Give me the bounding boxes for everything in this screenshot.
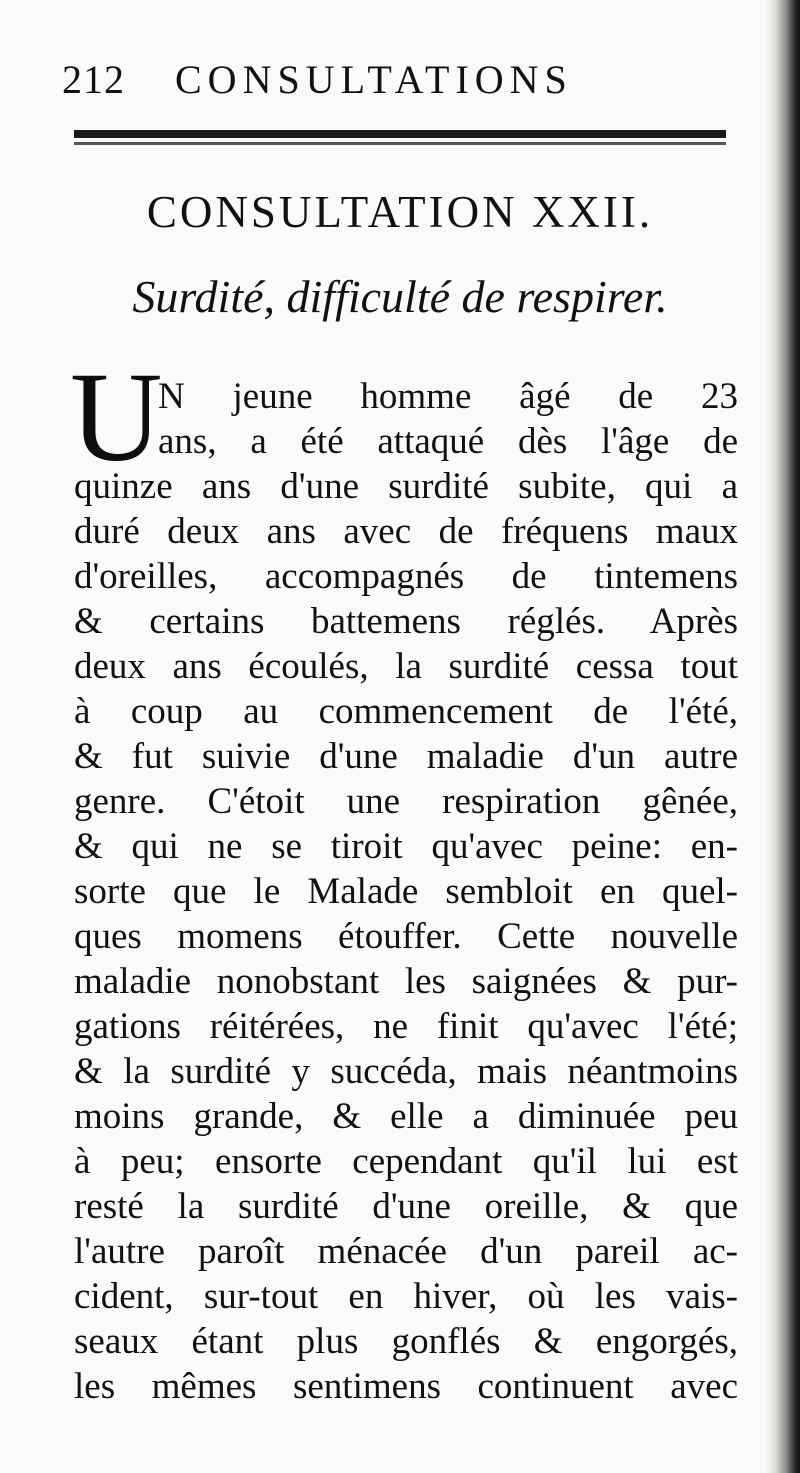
- text-line: resté la surdité d'une oreille, & que: [74, 1186, 738, 1227]
- text-line: maladie nonobstant les saignées & pur-: [74, 961, 738, 1002]
- text-line: & la surdité y succéda, mais néantmoins: [74, 1051, 738, 1092]
- text-line: sorte que le Malade sembloit en quel-: [74, 871, 738, 912]
- text-line: à peu; ensorte cependant qu'il lui est: [74, 1141, 738, 1182]
- page-number: 212: [62, 57, 125, 102]
- text-line: l'autre paroît ménacée d'un pareil ac-: [74, 1231, 738, 1272]
- text-line: seaux étant plus gonflés & engorgés,: [74, 1321, 738, 1362]
- text-line: & qui ne se tiroit qu'avec peine: en-: [74, 826, 738, 867]
- page-binding-shadow: [766, 0, 800, 1473]
- text-line: d'oreilles, accompagnés de tintemens: [74, 556, 738, 597]
- running-title: CONSULTATIONS: [175, 57, 573, 102]
- text-line: moins grande, & elle a diminuée peu: [74, 1096, 738, 1137]
- text-line: genre. C'étoit une respiration gênée,: [74, 781, 738, 822]
- text-line: gations réitérées, ne finit qu'avec l'été;: [74, 1006, 738, 1047]
- text-line: les mêmes sentimens continuent avec: [74, 1366, 738, 1407]
- text-line: ques momens étouffer. Cette nouvelle: [74, 916, 738, 957]
- text-line: deux ans écoulés, la surdité cessa tout: [74, 646, 738, 687]
- drop-cap: U: [70, 346, 163, 488]
- header-rule-thin: [74, 142, 726, 145]
- text-line: à coup au commencement de l'été,: [74, 691, 738, 732]
- text-line: & certains battemens réglés. Après: [74, 601, 738, 642]
- header-rule: [74, 130, 726, 138]
- body-text: [74, 374, 738, 1409]
- text-line: quinze ans d'une surdité subite, qui a: [74, 466, 738, 507]
- text-line: & fut suivie d'une maladie d'un autre: [74, 736, 738, 777]
- text-line: ans, a été attaqué dès l'âge de: [158, 421, 738, 462]
- text-line: N jeune homme âgé de 23: [158, 376, 738, 417]
- section-subheading: Surdité, difficulté de respirer.: [132, 271, 668, 322]
- text-line: cident, sur-tout en hiver, où les vais-: [74, 1276, 738, 1317]
- section-heading: CONSULTATION XXII.: [146, 187, 654, 237]
- running-head: [62, 56, 762, 102]
- text-line: duré deux ans avec de fréquens maux: [74, 511, 738, 552]
